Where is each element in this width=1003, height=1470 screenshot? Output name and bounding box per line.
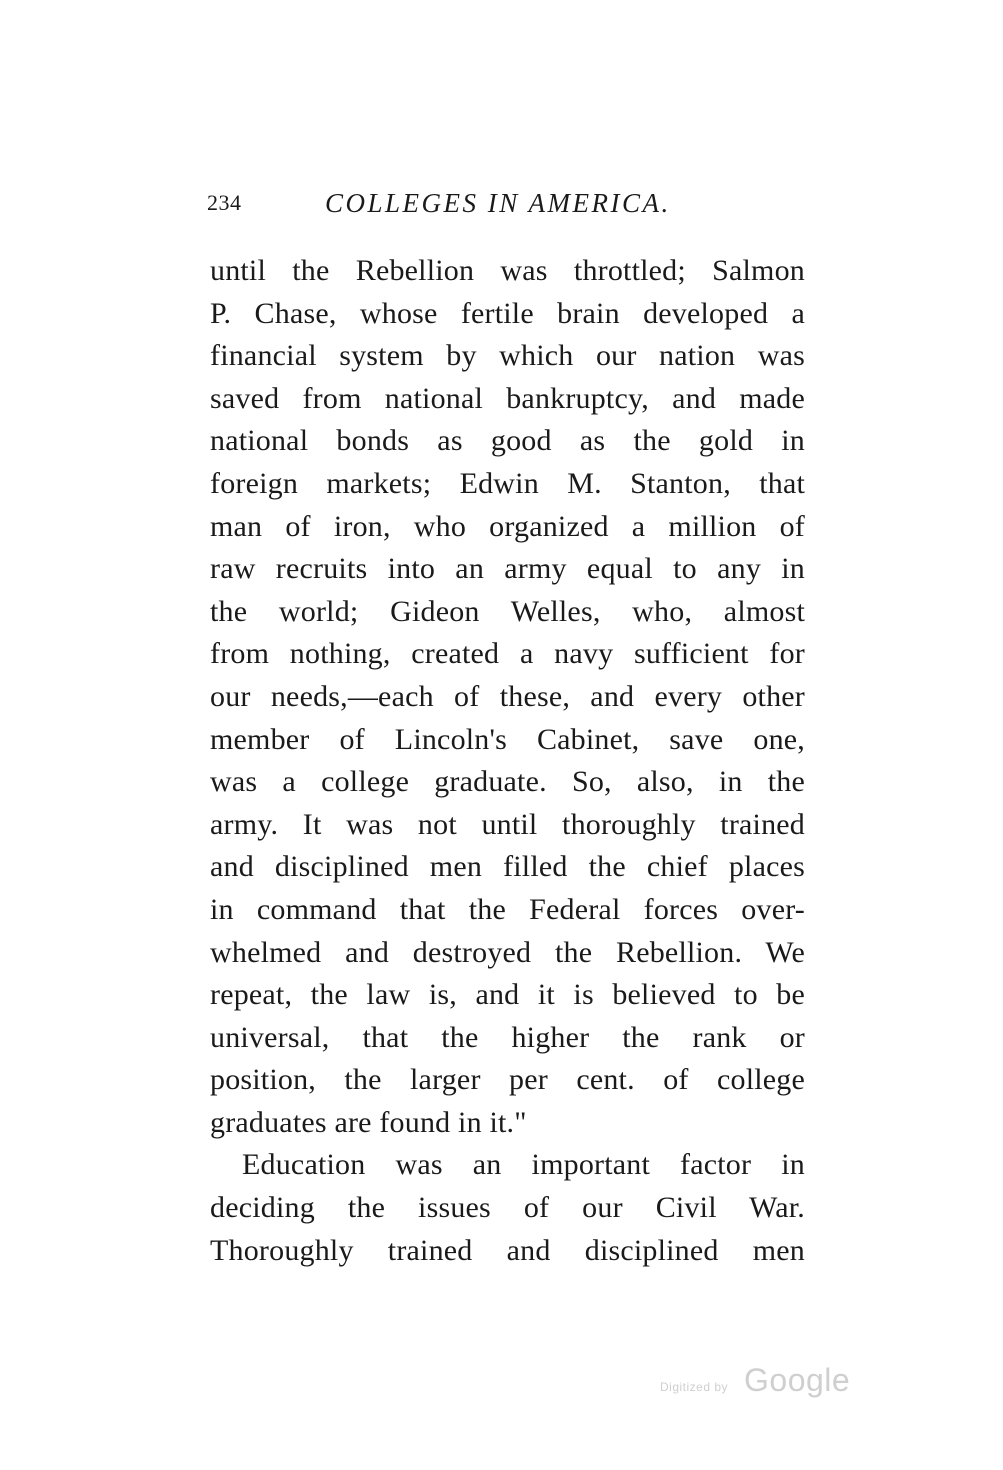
text-line: deciding the issues of our Civil War. [210,1191,805,1225]
paragraph-start-line: Education was an important factor in [242,1148,805,1182]
text-line: man of iron, who organized a million of [210,509,805,543]
page-header [207,190,807,224]
google-watermark [660,1362,860,1402]
paragraph-end-line: graduates are found in it." [210,1105,527,1139]
text-line: in command that the Federal forces over- [210,892,805,926]
text-line: and disciplined men filled the chief places [210,850,805,884]
text-line: Thoroughly trained and disciplined men [210,1233,805,1267]
text-line: raw recruits into an army equal to any in [210,552,805,586]
text-line: the world; Gideon Welles, who, almost [210,594,805,628]
text-line: saved from national bankruptcy, and made [210,381,805,415]
text-line: our needs,—each of these, and every other [210,679,805,713]
watermark-logo: Google [744,1362,851,1398]
running-title: COLLEGES IN AMERICA. [325,188,671,218]
text-line: financial system by which our nation was [210,339,805,373]
text-line: position, the larger per cent. of college [210,1063,805,1097]
text-line: universal, that the higher the rank or [210,1020,805,1054]
page-number: 234 [207,190,242,215]
text-line: P. Chase, whose fertile brain developed a [210,296,805,330]
text-line: army. It was not until thoroughly trained [210,807,805,841]
text-line: repeat, the law is, and it is believed to be [210,978,805,1012]
text-line: foreign markets; Edwin M. Stanton, that [210,466,805,500]
body-text [210,250,805,1272]
text-line: whelmed and destroyed the Rebellion. We [210,935,805,969]
text-line: until the Rebellion was throttled; Salmon [210,254,805,287]
watermark-prefix: Digitized by [660,1380,729,1394]
text-line: member of Lincoln's Cabinet, save one, [210,722,805,756]
text-line: from nothing, created a navy sufficient for [210,637,805,671]
text-line: national bonds as good as the gold in [210,424,805,458]
text-line: was a college graduate. So, also, in the [210,765,805,799]
